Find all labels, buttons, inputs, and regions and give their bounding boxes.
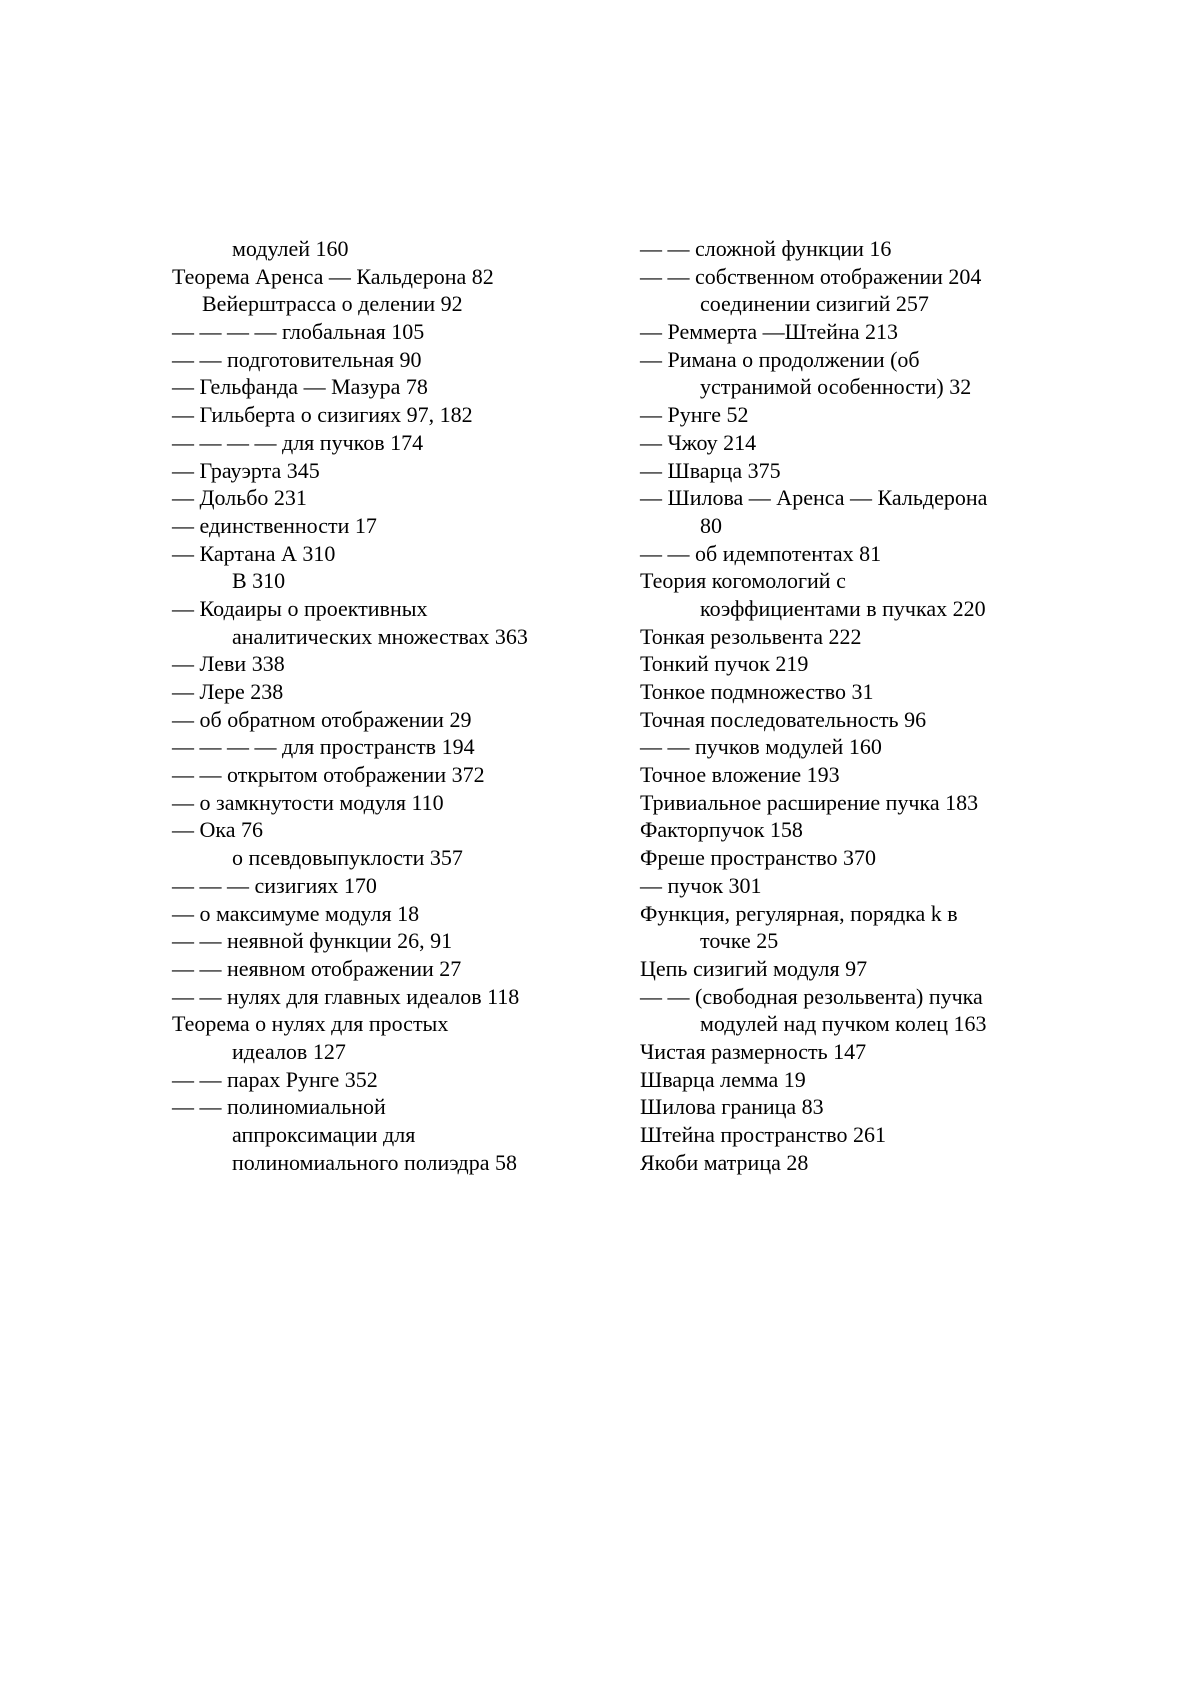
index-entry: Тонкая резольвента 222	[640, 623, 862, 649]
index-entry: — Рунге 52	[640, 402, 749, 428]
index-entry: — о максимуме модуля 18	[172, 900, 420, 926]
index-entry: — — сложной функции 16	[640, 236, 892, 261]
index-entry: — Грауэрта 345	[172, 457, 320, 483]
index-entry: полиномиального полиэдра 58	[232, 1149, 518, 1175]
index-entry: — — пучков модулей 160	[640, 734, 882, 760]
index-entry: — Реммерта —Штейна 213	[640, 319, 899, 345]
index-entry: Шилова граница 83	[640, 1094, 824, 1120]
index-entry: — Леви 338	[172, 651, 285, 677]
index-entry: аналитических множествах 363	[232, 623, 528, 649]
index-entry: Якоби матрица 28	[640, 1149, 809, 1175]
index-left-column	[172, 235, 612, 1176]
index-entry: — — — — для пучков 174	[172, 429, 424, 455]
index-entry: Теорема о нулях для простых	[172, 1011, 449, 1037]
index-entry: — — неявном отображении 27	[172, 955, 462, 981]
index-entry: Тонкое подмножество 31	[640, 679, 874, 704]
index-entry: — Гельфанда — Мазура 78	[172, 374, 428, 400]
index-entry: — — парах Рунге 352	[172, 1066, 378, 1092]
index-entry: соединении сизигий 257	[700, 291, 929, 317]
index-entry: точке 25	[700, 928, 779, 954]
index-entry: — Шварца 375	[640, 457, 781, 483]
index-entry: Тривиальное расширение пучка 183	[640, 789, 979, 815]
index-entry: Теория когомологий с	[640, 568, 846, 594]
index-entry: коэффициентами в пучках 220	[700, 595, 986, 621]
index-entry: — Картана А 310	[172, 540, 336, 566]
index-entry: 80	[700, 512, 722, 538]
index-entry: модулей 160	[232, 236, 349, 261]
index-entry: — — неявной функции 26, 91	[172, 928, 453, 954]
index-entry: Факторпучок 158	[640, 817, 803, 843]
index-entry: Точное вложение 193	[640, 762, 840, 788]
index-entry: — — — — для пространств 194	[172, 734, 475, 760]
index-entry: — — подготовительная 90	[172, 346, 422, 372]
index-entry: — Лере 238	[172, 679, 284, 704]
index-entry: — — полиномиальной	[172, 1094, 386, 1120]
index-entry: — о замкнутости модуля 110	[172, 789, 444, 815]
index-entry: — — собственном отображении 204	[640, 263, 982, 289]
index-entry: — единственности 17	[172, 512, 377, 538]
index-entry: Штейна пространство 261	[640, 1122, 887, 1147]
index-entry: Шварца лемма 19	[640, 1066, 806, 1092]
index-entry: Функция, регулярная, порядка k в	[640, 900, 958, 926]
index-entry: — Гильберта о сизигиях 97, 182	[172, 402, 473, 428]
index-entry: В 310	[232, 568, 286, 594]
index-entry: — — — сизигиях 170	[172, 872, 377, 898]
index-entry: аппроксимации для	[232, 1122, 416, 1147]
index-entry: — — — — глобальная 105	[172, 319, 425, 345]
index-entry: Чистая размерность 147	[640, 1038, 867, 1064]
index-entry: устранимой особенности) 32	[700, 374, 972, 400]
index-entry: — об обратном отображении 29	[172, 706, 472, 732]
index-entry: — пучок 301	[640, 872, 762, 898]
index-entry: Тонкий пучок 219	[640, 651, 809, 677]
index-entry: Теорема Аренса — Кальдерона 82	[172, 263, 494, 289]
index-entry: — — нулях для главных идеалов 118	[172, 983, 520, 1009]
index-entry: о псевдовыпуклости 357	[232, 845, 463, 871]
index-entry: — Дольбо 231	[172, 485, 307, 511]
index-entry: Цепь сизигий модуля 97	[640, 955, 868, 981]
index-entry: Вейерштрасса о делении 92	[202, 291, 463, 317]
index-entry: Фреше пространство 370	[640, 845, 876, 871]
index-entry: — — (свободная резольвента) пучка	[640, 983, 983, 1009]
index-entry: идеалов 127	[232, 1038, 346, 1064]
index-right-column	[640, 235, 1040, 1176]
index-entry: модулей над пучком колец 163	[700, 1011, 987, 1037]
index-entry: — Кодаиры о проективных	[172, 595, 428, 621]
index-entry: — Ока 76	[172, 817, 264, 843]
index-entry: — — об идемпотентах 81	[640, 540, 882, 566]
index-entry: — Римана о продолжении (об	[640, 346, 920, 372]
index-entry: Точная последовательность 96	[640, 706, 927, 732]
index-entry: — Чжоу 214	[640, 429, 757, 455]
index-entry: — — открытом отображении 372	[172, 762, 485, 788]
index-entry: — Шилова — Аренса — Кальдерона	[640, 485, 988, 511]
